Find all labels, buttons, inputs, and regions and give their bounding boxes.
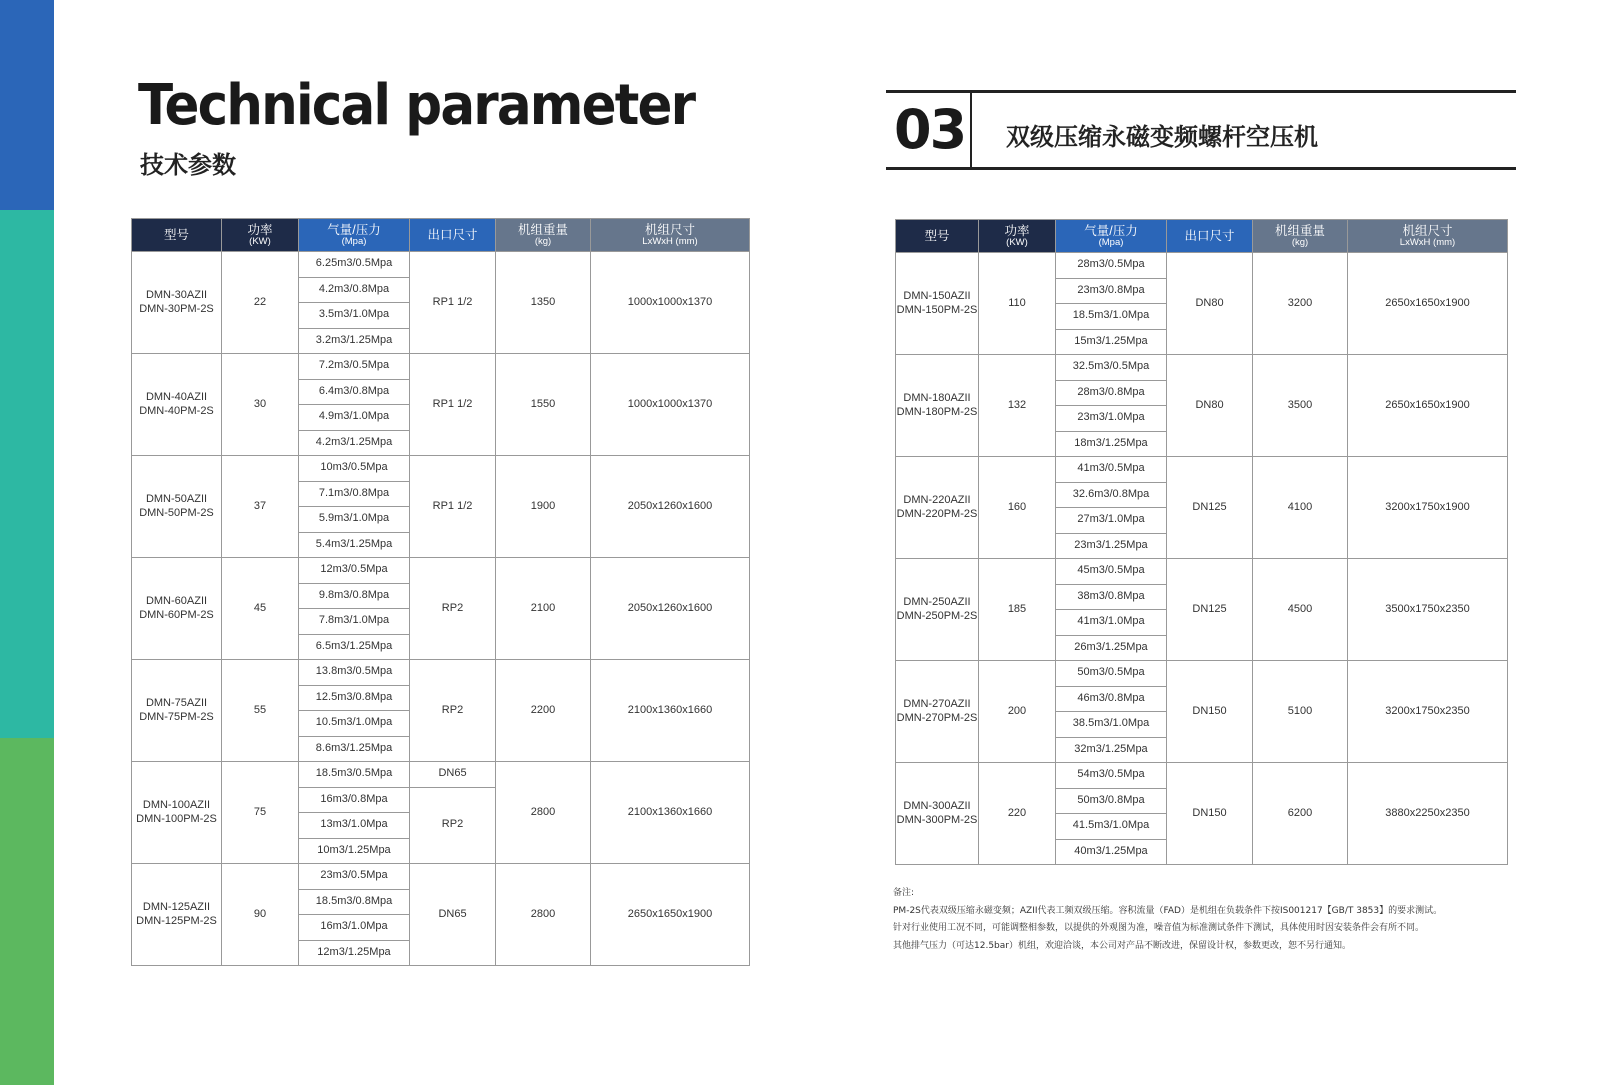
section-title: 双级压缩永磁变频螺杆空压机 bbox=[1006, 123, 1318, 151]
size-cell: 2650x1650x1900 bbox=[1348, 355, 1508, 457]
model-cell bbox=[896, 253, 979, 355]
table-row bbox=[132, 660, 750, 686]
model-cell bbox=[132, 456, 222, 558]
sidebar-stripe-blue bbox=[0, 0, 54, 210]
table-row bbox=[132, 456, 750, 482]
column-header-label: 出口尺寸 bbox=[1184, 228, 1235, 243]
weight-cell: 2100 bbox=[496, 558, 591, 660]
table-row bbox=[132, 864, 750, 890]
power-cell: 22 bbox=[222, 252, 299, 354]
flow-cell: 7.1m3/0.8Mpa bbox=[299, 481, 410, 507]
flow-cell: 28m3/0.8Mpa bbox=[1056, 380, 1167, 406]
section-number: 03 bbox=[894, 98, 966, 161]
flow-cell: 18m3/1.25Mpa bbox=[1056, 431, 1167, 457]
size-cell: 1000x1000x1370 bbox=[591, 252, 750, 354]
column-header-label: 型号 bbox=[924, 228, 950, 243]
column-header-label: 机组尺寸 bbox=[1402, 224, 1453, 238]
flow-cell: 18.5m3/0.8Mpa bbox=[299, 889, 410, 915]
column-header bbox=[591, 219, 750, 252]
size-cell: 2050x1260x1600 bbox=[591, 456, 750, 558]
column-header-unit: (kg) bbox=[534, 235, 552, 247]
column-header-unit: (kg) bbox=[1291, 236, 1309, 248]
flow-cell: 12.5m3/0.8Mpa bbox=[299, 685, 410, 711]
flow-cell: 16m3/1.0Mpa bbox=[299, 915, 410, 941]
flow-cell: 10m3/0.5Mpa bbox=[299, 456, 410, 482]
flow-cell: 18.5m3/1.0Mpa bbox=[1056, 304, 1167, 330]
flow-cell: 12m3/1.25Mpa bbox=[299, 940, 410, 966]
size-cell: 3880x2250x2350 bbox=[1348, 763, 1508, 865]
column-header-unit: LxWxH (mm) bbox=[642, 235, 698, 247]
notes-line: 其他排气压力（可达12.5bar）机组，欢迎洽谈，本公司对产品不断改进，保留设计权，参数更改，恕不另行通知。 bbox=[893, 940, 1351, 951]
power-cell: 37 bbox=[222, 456, 299, 558]
table-row bbox=[132, 762, 750, 788]
flow-cell: 16m3/0.8Mpa bbox=[299, 787, 410, 813]
outlet-cell: RP2 bbox=[410, 558, 496, 660]
model-name: DMN-250PM-2S bbox=[896, 609, 978, 622]
flow-cell: 41m3/1.0Mpa bbox=[1056, 610, 1167, 636]
outlet-cell: DN150 bbox=[1167, 763, 1253, 865]
weight-cell: 3500 bbox=[1253, 355, 1348, 457]
model-name: DMN-75PM-2S bbox=[139, 710, 214, 723]
model-cell bbox=[132, 762, 222, 864]
weight-cell: 2800 bbox=[496, 762, 591, 864]
model-cell bbox=[132, 660, 222, 762]
table-header-row bbox=[896, 220, 1508, 253]
flow-cell: 18.5m3/0.5Mpa bbox=[299, 762, 410, 788]
model-name: DMN-50PM-2S bbox=[139, 506, 214, 519]
flow-cell: 23m3/1.0Mpa bbox=[1056, 406, 1167, 432]
flow-cell: 38.5m3/1.0Mpa bbox=[1056, 712, 1167, 738]
model-cell bbox=[132, 864, 222, 966]
model-name: DMN-60AZII bbox=[145, 594, 208, 607]
column-header-unit: (KW) bbox=[249, 235, 271, 247]
table-row bbox=[896, 763, 1508, 789]
size-cell: 1000x1000x1370 bbox=[591, 354, 750, 456]
model-name: DMN-300AZII bbox=[903, 799, 971, 812]
model-name: DMN-40PM-2S bbox=[139, 404, 214, 417]
flow-cell: 7.8m3/1.0Mpa bbox=[299, 609, 410, 635]
outlet-cell: RP1 1/2 bbox=[410, 456, 496, 558]
flow-cell: 7.2m3/0.5Mpa bbox=[299, 354, 410, 380]
table-row bbox=[896, 559, 1508, 585]
column-header bbox=[1253, 220, 1348, 253]
column-header-label: 气量/压力 bbox=[327, 223, 381, 237]
model-name: DMN-40AZII bbox=[145, 390, 208, 403]
flow-cell: 40m3/1.25Mpa bbox=[1056, 839, 1167, 865]
model-name: DMN-250AZII bbox=[903, 595, 971, 608]
flow-cell: 23m3/0.8Mpa bbox=[1056, 278, 1167, 304]
weight-cell: 6200 bbox=[1253, 763, 1348, 865]
model-name: DMN-75AZII bbox=[145, 696, 208, 709]
flow-cell: 46m3/0.8Mpa bbox=[1056, 686, 1167, 712]
table-header-row bbox=[132, 219, 750, 252]
column-header-unit: LxWxH (mm) bbox=[1399, 236, 1456, 248]
flow-cell: 50m3/0.5Mpa bbox=[1056, 661, 1167, 687]
model-name: DMN-100PM-2S bbox=[136, 812, 217, 825]
model-cell bbox=[132, 354, 222, 456]
column-header-label: 功率 bbox=[1004, 224, 1030, 238]
column-header bbox=[410, 219, 496, 252]
model-name: DMN-150PM-2S bbox=[896, 303, 978, 316]
flow-cell: 38m3/0.8Mpa bbox=[1056, 584, 1167, 610]
weight-cell: 1900 bbox=[496, 456, 591, 558]
weight-cell: 2800 bbox=[496, 864, 591, 966]
table-row bbox=[896, 355, 1508, 381]
flow-cell: 32m3/1.25Mpa bbox=[1056, 737, 1167, 763]
table-row bbox=[896, 253, 1508, 279]
size-cell: 3500x1750x2350 bbox=[1348, 559, 1508, 661]
notes-line: 针对行业使用工况不同，可能调整相参数，以提供的外观图为准，噪音值为标准测试条件下测试，具体使用时因安装条件会有所不同。 bbox=[893, 923, 1425, 933]
model-name: DMN-220AZII bbox=[903, 493, 971, 506]
flow-cell: 6.4m3/0.8Mpa bbox=[299, 379, 410, 405]
flow-cell: 6.5m3/1.25Mpa bbox=[299, 634, 410, 660]
power-cell: 200 bbox=[979, 661, 1056, 763]
spec-table-right bbox=[895, 219, 1508, 865]
power-cell: 132 bbox=[979, 355, 1056, 457]
flow-cell: 12m3/0.5Mpa bbox=[299, 558, 410, 584]
flow-cell: 45m3/0.5Mpa bbox=[1056, 559, 1167, 585]
outlet-cell: DN125 bbox=[1167, 457, 1253, 559]
flow-cell: 3.2m3/1.25Mpa bbox=[299, 328, 410, 354]
table-row bbox=[132, 354, 750, 380]
weight-cell: 4100 bbox=[1253, 457, 1348, 559]
size-cell: 2650x1650x1900 bbox=[1348, 253, 1508, 355]
power-cell: 220 bbox=[979, 763, 1056, 865]
spec-table-left bbox=[131, 218, 750, 966]
size-cell: 3200x1750x1900 bbox=[1348, 457, 1508, 559]
flow-cell: 15m3/1.25Mpa bbox=[1056, 329, 1167, 355]
flow-cell: 26m3/1.25Mpa bbox=[1056, 635, 1167, 661]
outlet-cell: RP1 1/2 bbox=[410, 354, 496, 456]
page-title: Technical parameter bbox=[138, 73, 695, 138]
column-header-label: 型号 bbox=[163, 227, 189, 242]
model-cell bbox=[132, 252, 222, 354]
flow-cell: 41m3/0.5Mpa bbox=[1056, 457, 1167, 483]
model-cell bbox=[896, 559, 979, 661]
flow-cell: 23m3/1.25Mpa bbox=[1056, 533, 1167, 559]
size-cell: 2100x1360x1660 bbox=[591, 660, 750, 762]
column-header bbox=[299, 219, 410, 252]
model-cell bbox=[896, 457, 979, 559]
flow-cell: 4.9m3/1.0Mpa bbox=[299, 405, 410, 431]
model-name: DMN-180PM-2S bbox=[896, 405, 978, 418]
model-name: DMN-150AZII bbox=[903, 289, 971, 302]
model-name: DMN-220PM-2S bbox=[896, 507, 978, 520]
size-cell: 2050x1260x1600 bbox=[591, 558, 750, 660]
flow-cell: 41.5m3/1.0Mpa bbox=[1056, 814, 1167, 840]
model-name: DMN-300PM-2S bbox=[896, 813, 978, 826]
table-row bbox=[896, 661, 1508, 687]
column-header-label: 功率 bbox=[247, 223, 273, 237]
flow-cell: 3.5m3/1.0Mpa bbox=[299, 303, 410, 329]
flow-cell: 5.9m3/1.0Mpa bbox=[299, 507, 410, 533]
column-header bbox=[222, 219, 299, 252]
outlet-cell: DN65 bbox=[410, 864, 496, 966]
size-cell: 2100x1360x1660 bbox=[591, 762, 750, 864]
model-cell bbox=[132, 558, 222, 660]
column-header-label: 机组重量 bbox=[1274, 224, 1325, 238]
section-header bbox=[886, 90, 1516, 170]
outlet-cell: RP2 bbox=[410, 787, 496, 864]
power-cell: 30 bbox=[222, 354, 299, 456]
power-cell: 75 bbox=[222, 762, 299, 864]
power-cell: 185 bbox=[979, 559, 1056, 661]
table-row bbox=[132, 558, 750, 584]
model-name: DMN-180AZII bbox=[903, 391, 971, 404]
column-header-unit: (KW) bbox=[1006, 236, 1028, 248]
outlet-cell: DN65 bbox=[410, 762, 496, 788]
power-cell: 45 bbox=[222, 558, 299, 660]
flow-cell: 28m3/0.5Mpa bbox=[1056, 253, 1167, 279]
model-cell bbox=[896, 763, 979, 865]
power-cell: 110 bbox=[979, 253, 1056, 355]
weight-cell: 4500 bbox=[1253, 559, 1348, 661]
flow-cell: 23m3/0.5Mpa bbox=[299, 864, 410, 890]
column-header-unit: (Mpa) bbox=[1098, 236, 1124, 248]
model-name: DMN-30AZII bbox=[145, 288, 208, 301]
flow-cell: 8.6m3/1.25Mpa bbox=[299, 736, 410, 762]
column-header bbox=[1056, 220, 1167, 253]
model-name: DMN-60PM-2S bbox=[139, 608, 214, 621]
flow-cell: 4.2m3/0.8Mpa bbox=[299, 277, 410, 303]
flow-cell: 50m3/0.8Mpa bbox=[1056, 788, 1167, 814]
flow-cell: 32.5m3/0.5Mpa bbox=[1056, 355, 1167, 381]
flow-cell: 4.2m3/1.25Mpa bbox=[299, 430, 410, 456]
weight-cell: 1550 bbox=[496, 354, 591, 456]
flow-cell: 10m3/1.25Mpa bbox=[299, 838, 410, 864]
outlet-cell: DN80 bbox=[1167, 355, 1253, 457]
outlet-cell: RP2 bbox=[410, 660, 496, 762]
section-divider bbox=[970, 93, 972, 167]
notes bbox=[893, 885, 1442, 955]
weight-cell: 3200 bbox=[1253, 253, 1348, 355]
outlet-cell: DN125 bbox=[1167, 559, 1253, 661]
outlet-cell: DN80 bbox=[1167, 253, 1253, 355]
model-name: DMN-30PM-2S bbox=[139, 302, 214, 315]
table-row bbox=[896, 457, 1508, 483]
model-name: DMN-270AZII bbox=[903, 697, 971, 710]
flow-cell: 6.25m3/0.5Mpa bbox=[299, 252, 410, 278]
model-cell bbox=[896, 355, 979, 457]
sidebar-stripe-teal bbox=[0, 210, 54, 738]
column-header bbox=[1167, 220, 1253, 253]
weight-cell: 1350 bbox=[496, 252, 591, 354]
outlet-cell: DN150 bbox=[1167, 661, 1253, 763]
column-header bbox=[896, 220, 979, 253]
size-cell: 3200x1750x2350 bbox=[1348, 661, 1508, 763]
model-name: DMN-125PM-2S bbox=[136, 914, 217, 927]
power-cell: 55 bbox=[222, 660, 299, 762]
notes-heading: 备注: bbox=[893, 888, 915, 898]
sidebar-stripe-green bbox=[0, 738, 54, 1085]
power-cell: 90 bbox=[222, 864, 299, 966]
weight-cell: 2200 bbox=[496, 660, 591, 762]
column-header bbox=[979, 220, 1056, 253]
model-name: DMN-100AZII bbox=[142, 798, 211, 811]
flow-cell: 54m3/0.5Mpa bbox=[1056, 763, 1167, 789]
model-name: DMN-50AZII bbox=[145, 492, 208, 505]
column-header-label: 机组尺寸 bbox=[644, 223, 695, 237]
outlet-cell: RP1 1/2 bbox=[410, 252, 496, 354]
flow-cell: 13.8m3/0.5Mpa bbox=[299, 660, 410, 686]
flow-cell: 27m3/1.0Mpa bbox=[1056, 508, 1167, 534]
column-header bbox=[1348, 220, 1508, 253]
column-header bbox=[496, 219, 591, 252]
weight-cell: 5100 bbox=[1253, 661, 1348, 763]
flow-cell: 13m3/1.0Mpa bbox=[299, 813, 410, 839]
page-subtitle: 技术参数 bbox=[140, 151, 236, 179]
column-header bbox=[132, 219, 222, 252]
flow-cell: 5.4m3/1.25Mpa bbox=[299, 532, 410, 558]
flow-cell: 32.6m3/0.8Mpa bbox=[1056, 482, 1167, 508]
power-cell: 160 bbox=[979, 457, 1056, 559]
notes-line: PM-2S代表双级压缩永磁变频；AZII代表工频双级压缩。容积流量（FAD）是机组在负载条件下按IS001217【GB/T 3853】的要求测试。 bbox=[893, 905, 1443, 916]
model-cell bbox=[896, 661, 979, 763]
column-header-unit: (Mpa) bbox=[341, 235, 367, 247]
flow-cell: 9.8m3/0.8Mpa bbox=[299, 583, 410, 609]
flow-cell: 10.5m3/1.0Mpa bbox=[299, 711, 410, 737]
column-header-label: 机组重量 bbox=[517, 223, 568, 237]
column-header-label: 气量/压力 bbox=[1084, 224, 1138, 238]
model-name: DMN-125AZII bbox=[142, 900, 211, 913]
size-cell: 2650x1650x1900 bbox=[591, 864, 750, 966]
column-header-label: 出口尺寸 bbox=[427, 227, 478, 242]
model-name: DMN-270PM-2S bbox=[896, 711, 978, 724]
table-row bbox=[132, 252, 750, 278]
